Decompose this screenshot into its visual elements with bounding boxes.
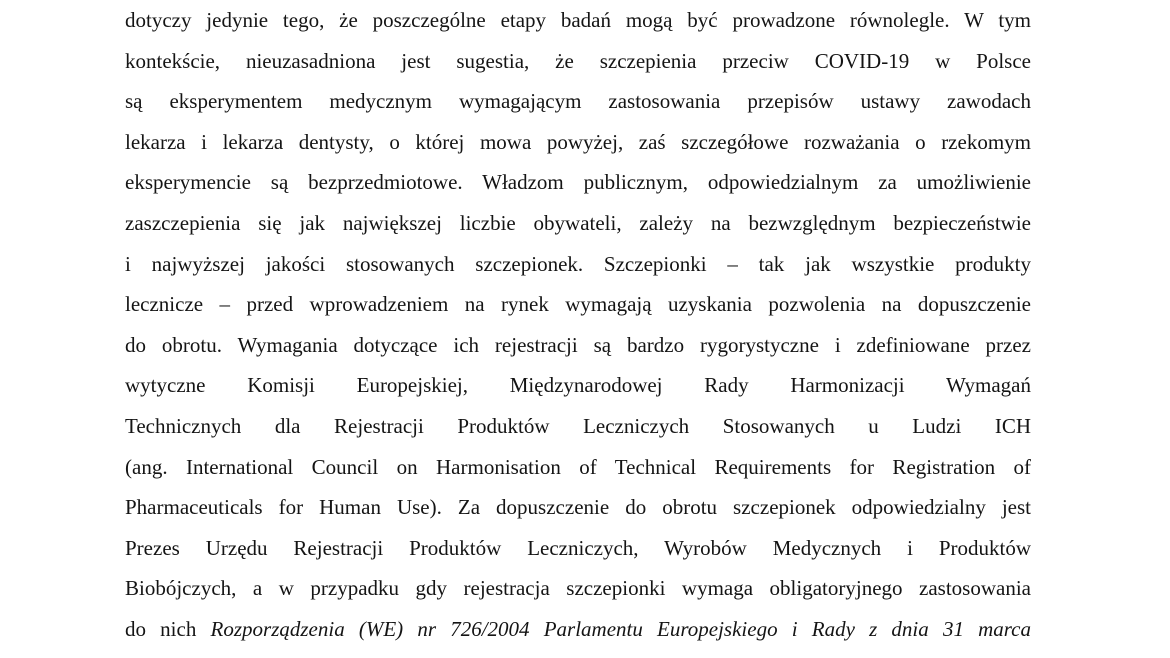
text-line	[125, 284, 1031, 325]
text-line	[125, 244, 1031, 285]
text-segment: do obrotu. Wymagania dotyczące ich rejestracji są bardzo rygorystyczne i zdefiniowane przez	[125, 332, 1031, 357]
text-segment: są eksperymentem medycznym wymagającym zastosowania przepisów ustawy zawodach	[125, 89, 1031, 114]
text-line	[125, 0, 1031, 41]
text-line	[125, 162, 1031, 203]
text-segment: i najwyższej jakości stosowanych szczepionek. Szczepionki – tak jak wszystkie produkty	[125, 251, 1031, 276]
text-segment: Pharmaceuticals for Human Use). Za dopuszczenie do obrotu szczepionek odpowiedzialny jest	[125, 495, 1031, 520]
text-line	[125, 41, 1031, 82]
text-line	[125, 447, 1031, 488]
text-segment: lekarza i lekarza dentysty, o której mowa powyżej, zaś szczegółowe rozważania o rzekomym	[125, 129, 1031, 154]
text-line	[125, 81, 1031, 122]
text-line	[125, 406, 1031, 447]
text-segment: lecznicze – przed wprowadzeniem na rynek wymagają uzyskania pozwolenia na dopuszczenie	[125, 292, 1031, 317]
text-line	[125, 122, 1031, 163]
text-line	[125, 365, 1031, 406]
text-segment: zaszczepienia się jak największej liczbie obywateli, zależy na bezwzględnym bezpieczeństwie	[125, 210, 1031, 235]
text-segment: Technicznych dla Rejestracji Produktów Leczniczych Stosowanych u Ludzi ICH	[125, 413, 1031, 438]
text-segment: wytyczne Komisji Europejskiej, Międzynarodowej Rady Harmonizacji Wymagań	[125, 373, 1031, 398]
text-segment: dotyczy jedynie tego, że poszczególne etapy badań mogą być prowadzone równolegle. W tym	[125, 8, 1031, 32]
text-line	[125, 203, 1031, 244]
text-line	[125, 325, 1031, 366]
text-segment-italic: Rozporządzenia (WE) nr 726/2004 Parlamentu Europejskiego i Rady z dnia 31 marca	[210, 616, 1031, 641]
text-segment: do nich	[125, 616, 211, 641]
text-segment: Prezes Urzędu Rejestracji Produktów Leczniczych, Wyrobów Medycznych i Produktów	[125, 535, 1031, 560]
text-line	[125, 528, 1031, 569]
text-segment: Biobójczych, a w przypadku gdy rejestracja szczepionki wymaga obligatoryjnego zastosowania	[125, 576, 1031, 601]
text-line	[125, 609, 1031, 650]
text-segment: kontekście, nieuzasadniona jest sugestia, że szczepienia przeciw COVID-19 w Polsce	[125, 48, 1031, 73]
text-segment: eksperymencie są bezprzedmiotowe. Władzom publicznym, odpowiedzialnym za umożliwienie	[125, 170, 1031, 195]
text-line	[125, 487, 1031, 528]
text-segment: (ang. International Council on Harmonisation of Technical Requirements for Registration of	[125, 454, 1031, 479]
text-block	[125, 0, 1031, 650]
text-line	[125, 568, 1031, 609]
